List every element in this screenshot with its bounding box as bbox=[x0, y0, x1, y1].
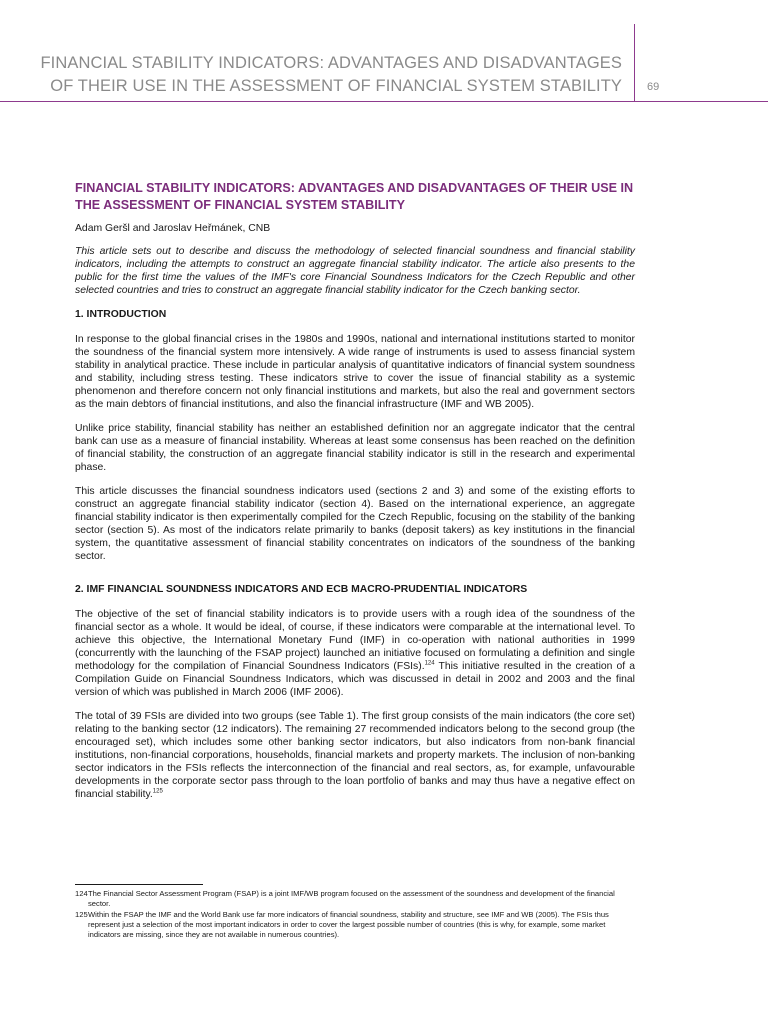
footnote bbox=[75, 910, 635, 940]
footnote-number: 124 bbox=[75, 889, 88, 898]
paragraph bbox=[75, 710, 635, 801]
section-heading-introduction: 1. INTRODUCTION bbox=[75, 309, 167, 320]
paragraph-text: This initiative resulted in the creation of a Compilation Guide on Financial Soundness Indicators, which was discussed in detail in 2002 and 2003 and the final version of which was published in March 2006 (IMF 2006). bbox=[75, 661, 635, 698]
article-body bbox=[75, 180, 635, 812]
header-horizontal-rule bbox=[0, 101, 768, 102]
section-heading-fsi: 2. IMF FINANCIAL SOUNDNESS INDICATORS AND ECB MACRO-PRUDENTIAL INDICATORS bbox=[75, 584, 528, 595]
footnote-reference[interactable]: 124 bbox=[424, 660, 435, 667]
paragraph: In response to the global financial crises in the 1980s and 1990s, national and international institutions started to monitor the soundness of the financial system more intensively. A wide range of instruments is used to assess financial system stability in analytical practice. These include in particular analysis of quantitative indicators of financial system soundness and stability, including stress testing. These indicators strive to cover the issue of financial stability as a systemic phenomenon and therefore concern not only financial institutions and markets, but also the real and government sectors as the main debtors of financial institutions, and also the financial infrastructure (IMF and WB 2005). bbox=[75, 334, 635, 410]
footnote-number: 125 bbox=[75, 910, 88, 919]
footnote-text: Within the FSAP the IMF and the World Bank use far more indicators of financial soundness, stability and structure, see IMF and WB (2005). The FSIs thus represent just a selection of the most important indicators in order to cover the largest possible number of countries (this is why, for example, some market indicators are missing, since they are not available in numerous countries). bbox=[88, 910, 609, 939]
footnote-text: The Financial Sector Assessment Program (FSAP) is a joint IMF/WB program focused on the assessment of the soundness and development of the financial sector. bbox=[88, 889, 615, 908]
page-number: 69 bbox=[647, 81, 660, 93]
footnotes bbox=[75, 889, 635, 941]
footnote bbox=[75, 889, 635, 909]
header-vertical-rule bbox=[634, 24, 635, 102]
running-head-line-1: FINANCIAL STABILITY INDICATORS: ADVANTAGES AND DISADVANTAGES bbox=[40, 54, 622, 72]
paragraph-text: The total of 39 FSIs are divided into two groups (see Table 1). The first group consists of the main indicators (the core set) relating to the banking sector (12 indicators). The remaining 27 recommended indicators belong to the second group (the encouraged set), which includes some other banking sector indicators, but also indicators from non-bank financial institutions, non-financial corporations, households, financial markets and property markets. The inclusion of non-banking sector indicators in the FSIs reflects the interconnection of the financial and real sectors, as, for example, unfavourable developments in the corporate sector pass through to the loan portfolio of banks and may thus have a negative effect on financial stability. bbox=[75, 711, 635, 800]
running-head bbox=[22, 52, 622, 98]
article-abstract: This article sets out to describe and discuss the methodology of selected financial soundness and financial stability indicators, including the attempts to construct an aggregate financial stability indicator. The article also presents to the public for the first time the values of the IMF's core Financial Soundness Indicators for the Czech Republic and other selected countries and tries to construct an aggregate financial stability indicator for the Czech banking sector. bbox=[75, 246, 635, 296]
footnote-reference[interactable]: 125 bbox=[152, 788, 163, 795]
paragraph: Unlike price stability, financial stability has neither an established definition nor an aggregate indicator that the central bank can use as a measure of financial instability. Whereas at least some consensus has been reached on the definition of financial stability, the construction of an aggregate financial stability indicator is still in the research and experimental phase. bbox=[75, 423, 635, 473]
article-authors: Adam Geršl and Jaroslav Heřmánek, CNB bbox=[75, 223, 271, 234]
paragraph: This article discusses the financial soundness indicators used (sections 2 and 3) and some of the existing efforts to construct an aggregate financial stability indicator (section 4). Based on the international experience, an aggregate financial stability indicator is then experimentally compiled for the Czech Republic, focusing on the stability of the banking sector (section 5). As most of the indicators relate primarily to banks (deposit takers) as key institutions in the financial system, the quantitative assessment of financial stability concentrates on indicators of the soundness of the banking sector. bbox=[75, 486, 635, 562]
footnote-separator bbox=[75, 884, 203, 885]
paragraph-text: The objective of the set of financial stability indicators is to provide users with a rough idea of the soundness of the financial sector as a whole. It would be ideal, of course, if these indicators were comparable at the international level. To achieve this objective, the International Monetary Fund (IMF) in co-operation with national authorities in 1999 (concurrently with the launching of the FSAP project) launched an initiative focused on formulating a definition and single methodology for the compilation of Financial Soundness Indicators (FSIs). bbox=[75, 609, 635, 672]
article-title: FINANCIAL STABILITY INDICATORS: ADVANTAGES AND DISADVANTAGES OF THEIR USE IN THE ASSESSMENT OF FINANCIAL SYSTEM STABILITY bbox=[75, 181, 634, 212]
running-head-line-2: OF THEIR USE IN THE ASSESSMENT OF FINANCIAL SYSTEM STABILITY bbox=[50, 77, 622, 95]
paragraph bbox=[75, 608, 635, 699]
